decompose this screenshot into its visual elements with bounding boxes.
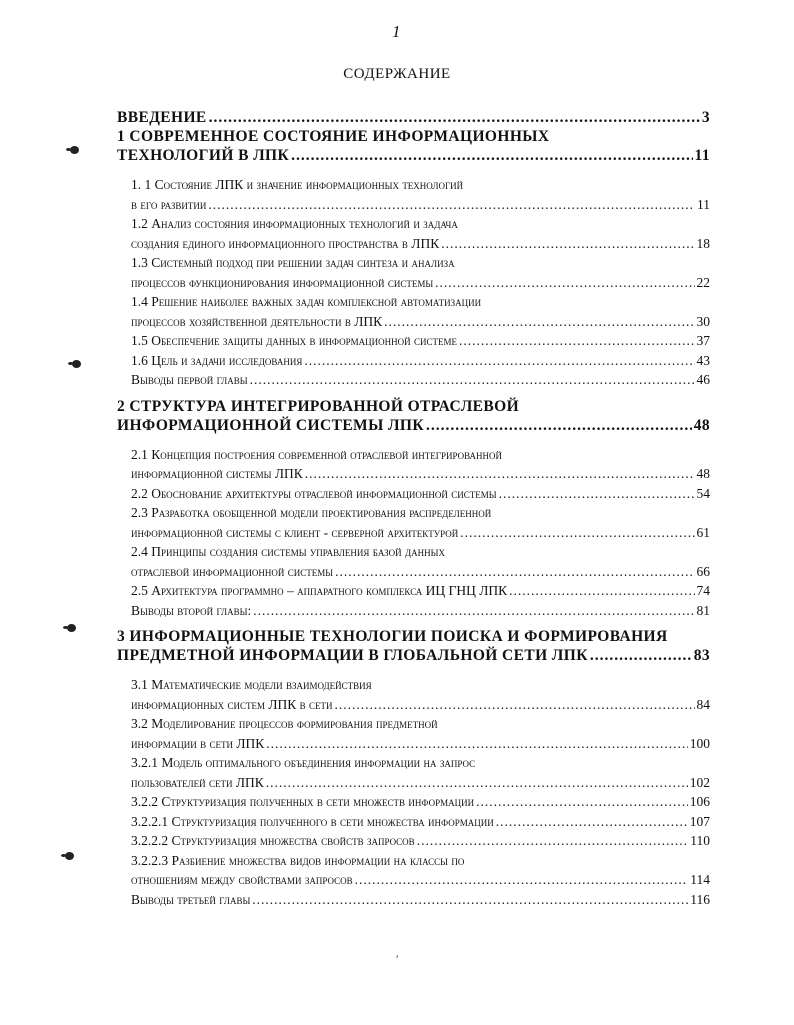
toc-page-number: 102 — [689, 774, 710, 790]
toc-page-number: 11 — [694, 147, 710, 164]
toc-page-number: 116 — [690, 891, 710, 907]
toc-section[interactable] — [117, 253, 710, 292]
toc-page-number: 84 — [696, 696, 710, 712]
toc-entry-text: создания единого информационного пространства в ЛПК — [131, 235, 440, 251]
dot-leader — [460, 523, 694, 543]
dot-leader — [590, 646, 692, 665]
toc-section[interactable] — [117, 214, 710, 253]
dot-leader — [499, 484, 695, 504]
dot-leader — [250, 370, 695, 390]
toc-page-number: 18 — [696, 235, 710, 251]
dot-leader — [291, 146, 692, 165]
toc-entry-text: 1.4 Решение наиболее важных задач комплексной автоматизации — [131, 294, 482, 309]
dot-leader — [335, 695, 695, 715]
dot-leader — [459, 331, 694, 351]
toc-entry-text: 1.3 Системный подход при решении задач синтеза и анализа — [131, 255, 455, 270]
toc-entry-text: ВВЕДЕНИЕ — [117, 109, 207, 126]
toc-page-number: 48 — [696, 466, 710, 481]
dot-leader — [304, 351, 694, 371]
scan-mark — [70, 146, 79, 154]
dot-leader — [384, 312, 694, 332]
toc-entry-text: процессов хозяйственной деятельности в ЛПК — [131, 313, 383, 329]
toc-entry-text: отраслевой информационной системы — [131, 563, 334, 579]
toc-chapter[interactable] — [117, 397, 710, 435]
toc-chapter[interactable] — [117, 627, 710, 665]
toc-page-number: 81 — [696, 602, 710, 618]
toc-section[interactable] — [117, 370, 710, 390]
dot-leader — [509, 581, 694, 601]
dot-leader — [426, 416, 692, 435]
dot-leader — [266, 773, 688, 793]
dot-leader — [253, 601, 694, 621]
toc-section[interactable] — [117, 445, 710, 484]
dot-leader — [441, 234, 694, 254]
toc-entry-text: 2.3 Разработка обобщенной модели проектирования распределенной — [131, 505, 492, 520]
toc-section[interactable] — [117, 714, 710, 753]
toc-section[interactable] — [117, 601, 710, 621]
toc-entry-text: ТЕХНОЛОГИЙ В ЛПК — [117, 147, 290, 164]
toc-section[interactable] — [117, 542, 710, 581]
toc-page-number: 100 — [689, 735, 710, 751]
toc-entry-text: 3.2.2.3 Разбиение множества видов информации на классы по — [131, 852, 465, 868]
toc-page-number: 3 — [701, 109, 710, 126]
toc-entry-text: 3.1 Математические модели взаимодействия — [131, 677, 372, 692]
dot-leader — [305, 464, 695, 484]
scan-mark — [65, 852, 74, 860]
dot-leader — [335, 562, 694, 582]
toc-entry-text: 2.1 Концепция построения современной отраслевой интегрированной — [131, 446, 503, 462]
toc-section[interactable] — [117, 812, 710, 832]
toc-entry-text: 3.2.1 Модель оптимального объединения информации на запрос — [131, 755, 476, 770]
toc-page-number: 61 — [696, 524, 710, 540]
toc-section[interactable] — [117, 792, 710, 812]
dot-leader — [208, 195, 695, 215]
toc-entry-text: 1.2 Анализ состояния информационных технологий и задача — [131, 216, 458, 231]
toc-section[interactable] — [117, 581, 710, 601]
toc-section[interactable] — [117, 503, 710, 542]
page-title: СОДЕРЖАНИЕ — [343, 66, 451, 82]
page-number: 1 — [392, 22, 401, 41]
toc-section[interactable] — [117, 175, 710, 214]
toc-section[interactable] — [117, 890, 710, 910]
toc-entry-text: информационной системы с клиент - серверной архитектурой — [131, 524, 459, 540]
toc-section[interactable] — [117, 484, 710, 504]
dot-leader — [417, 831, 689, 851]
toc-page-number: 30 — [696, 313, 710, 329]
toc-page-number: 106 — [689, 794, 710, 809]
toc-page-number: 43 — [696, 352, 710, 368]
dot-leader — [476, 792, 688, 812]
toc-page-number: 107 — [689, 813, 710, 829]
dot-leader — [435, 273, 694, 293]
toc-page-number: 22 — [696, 274, 710, 290]
toc-page-number: 66 — [696, 563, 710, 579]
toc-page-number: 110 — [690, 833, 710, 848]
toc-entry-text: информационных систем ЛПК в сети — [131, 696, 333, 712]
toc-entry-text: 3 ИНФОРМАЦИОННЫЕ ТЕХНОЛОГИИ ПОИСКА И ФОРМИРОВАНИЯ — [117, 628, 668, 645]
toc-entry-text: 2 СТРУКТУРА ИНТЕГРИРОВАННОЙ ОТРАСЛЕВОЙ — [117, 397, 520, 415]
toc-entry-text: 3.2.2.1 Структуризация полученного в сети множества информации — [131, 813, 494, 829]
dot-leader — [252, 890, 688, 910]
dot-leader — [496, 812, 688, 832]
toc-section[interactable] — [117, 831, 710, 851]
dot-leader — [209, 108, 700, 127]
toc-entry-text: 1.6 Цель и задачи исследования — [131, 352, 303, 368]
toc-entry-text: 1. 1 Состояние ЛПК и значение информационных технологий — [131, 177, 464, 192]
toc-entry-text: 2.5 Архитектура программно – аппаратного комплекса ИЦ ГНЦ ЛПК — [131, 583, 508, 598]
toc-entry-text: процессов функционирования информационной системы — [131, 274, 434, 290]
dot-leader — [355, 870, 689, 890]
toc-entry-text: пользователей сети ЛПК — [131, 774, 264, 790]
toc-page-number: 37 — [696, 333, 710, 348]
toc-intro[interactable] — [117, 108, 710, 127]
toc-page-number: 46 — [696, 372, 710, 387]
toc-entry-text: 2.2 Обоснование архитектуры отраслевой информационной системы — [131, 485, 497, 501]
toc-page-number: 74 — [696, 583, 710, 598]
toc-section[interactable] — [117, 753, 710, 792]
toc-entry-text: 3.2.2 Структуризация полученных в сети множеств информации — [131, 794, 475, 809]
toc-page-number: 83 — [693, 647, 710, 664]
toc-page-number: 11 — [697, 196, 710, 212]
toc-entry-text: ИНФОРМАЦИОННОЙ СИСТЕМЫ ЛПК — [117, 416, 425, 434]
toc-entry-text: 2.4 Принципы создания системы управления базой данных — [131, 544, 445, 559]
toc-section[interactable] — [117, 675, 710, 714]
toc-section[interactable] — [117, 851, 710, 890]
toc-chapter[interactable] — [117, 127, 710, 165]
toc-entry-text: в его развитии — [131, 196, 207, 212]
table-of-contents — [117, 103, 710, 909]
toc-entry-text: ПРЕДМЕТНОЙ ИНФОРМАЦИИ В ГЛОБАЛЬНОЙ СЕТИ ЛПК — [117, 647, 588, 664]
toc-entry-text: 3.2.2.2 Структуризация множества свойств запросов — [131, 833, 415, 848]
scan-mark — [67, 624, 76, 632]
scan-mark: ′ — [396, 952, 399, 966]
toc-page-number: 54 — [696, 485, 710, 501]
toc-entry-text: отношениям между свойствами запросов — [131, 872, 353, 887]
toc-entry-text: 1.5 Обеспечение защиты данных в информационной системе — [131, 333, 458, 348]
toc-entry-text: Выводы первой главы — [131, 372, 248, 387]
toc-section[interactable] — [117, 292, 710, 331]
toc-page-number: 114 — [690, 872, 710, 887]
dot-leader — [266, 734, 687, 754]
scan-mark — [72, 360, 81, 368]
toc-entry-text: 1 СОВРЕМЕННОЕ СОСТОЯНИЕ ИНФОРМАЦИОННЫХ — [117, 128, 550, 145]
toc-page-number: 48 — [693, 416, 710, 434]
toc-entry-text: информационной системы ЛПК — [131, 466, 303, 481]
toc-entry-text: Выводы третьей главы — [131, 891, 251, 907]
toc-chapters — [117, 127, 710, 909]
toc-entry-text: Выводы второй главы: — [131, 602, 252, 618]
toc-section[interactable] — [117, 331, 710, 351]
toc-entry-text: информации в сети ЛПК — [131, 735, 265, 751]
toc-entry-text: 3.2 Моделирование процессов формирования предметной — [131, 716, 438, 731]
toc-section[interactable] — [117, 351, 710, 371]
